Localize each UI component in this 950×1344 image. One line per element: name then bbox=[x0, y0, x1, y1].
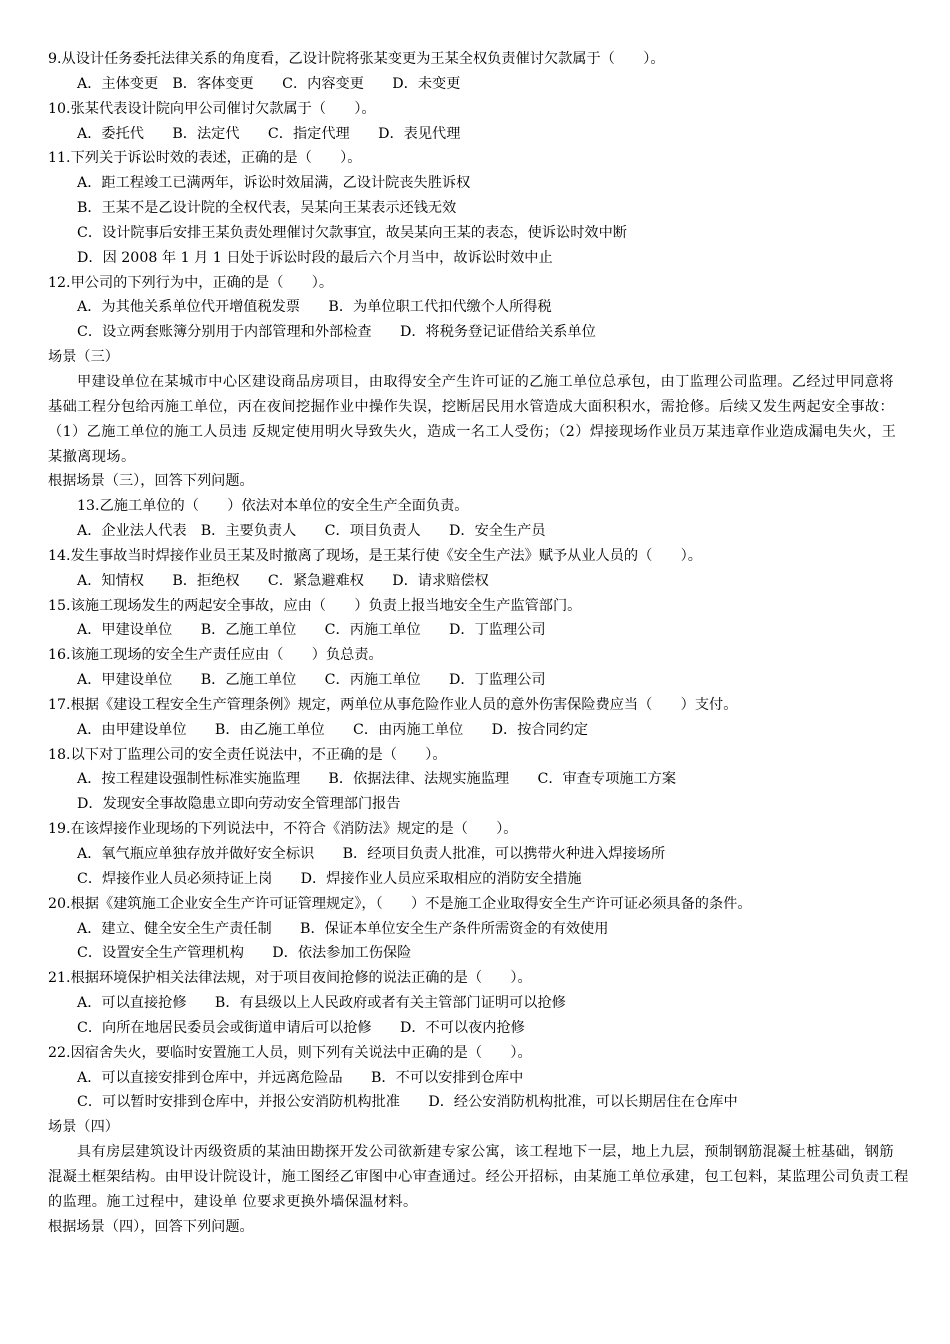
question-line: 18.以下对丁监理公司的安全责任说法中，不正确的是（ ）。 bbox=[48, 746, 447, 763]
answer-options: A．可以直接抢修 B．有县级以上人民政府或者有关主管部门证明可以抢修 bbox=[77, 995, 566, 1012]
answer-options: A．按工程建设强制性标准实施监理 B．依据法律、法规实施监理 C．审查专项施工方案 bbox=[77, 771, 677, 788]
question-line: 20.根据《建筑施工企业安全生产许可证管理规定》，（ ）不是施工企业取得安全生产许可证必须具备的条件。 bbox=[48, 895, 752, 912]
answer-options: A．氧气瓶应单独存放并做好安全标识 B．经项目负责人批准，可以携带火种进入焊接场所 bbox=[77, 846, 666, 862]
question-line: 10.张某代表设计院向甲公司催讨欠款属于（ ）。 bbox=[48, 100, 376, 117]
answer-options: D．因 2008 年 1 月 1 日处于诉讼时段的最后六个月当中，故诉讼时效中止 bbox=[77, 249, 553, 266]
answer-options: A．甲建设单位 B．乙施工单位 C．丙施工单位 D．丁监理公司 bbox=[77, 672, 546, 689]
question-line: 9.从设计任务委托法律关系的角度看，乙设计院将张某变更为王某全权负责催讨欠款属于（ ）。 bbox=[48, 51, 665, 67]
scenario-paragraph: 甲建设单位在某城市中心区建设商品房项目，由取得安全产生许可证的乙施工单位总承包，由丁监理公司监理。乙经过甲同意将 基础工程分包给丙施工单位，丙在夜间挖掘作业中操作失误，挖断居民用水管造成大面积积水，需抢修。后续又发生两起安全事故：（1）乙施工单位的施工人员违 反规定使用明火导致失火，造成一名工人受伤；（2）焊接现场作业员万某违章作业造成漏电失火，王某撤离现场。 bbox=[48, 373, 897, 465]
question-line: 场景（三） bbox=[48, 349, 119, 366]
question-line: 12.甲公司的下列行为中，正确的是（ ）。 bbox=[48, 274, 334, 291]
question-line: 21.根据环境保护相关法律法规，对于项目夜间抢修的说法正确的是（ ）。 bbox=[48, 970, 532, 987]
question-line: 22.因宿舍失火，要临时安置施工人员，则下列有关说法中正确的是（ ）。 bbox=[48, 1044, 532, 1061]
answer-options: A．距工程竣工已满两年，诉讼时效届满，乙设计院丧失胜诉权 bbox=[77, 175, 471, 192]
answer-options: A．由甲建设单位 B．由乙施工单位 C．由丙施工单位 D．按合同约定 bbox=[77, 721, 589, 738]
answer-options: C．焊接作业人员必须持证上岗 D．焊接作业人员应采取相应的消防安全措施 bbox=[77, 870, 582, 887]
question-line: 11.下列关于诉讼时效的表述，正确的是（ ）。 bbox=[48, 150, 362, 167]
answer-options: C．设立两套账簿分别用于内部管理和外部检查 D．将税务登记证借给关系单位 bbox=[77, 324, 596, 341]
answer-options: C．设计院事后安排王某负责处理催讨欠款事宜，故吴某向王某的表态，使诉讼时效中断 bbox=[77, 224, 627, 241]
question-line: 根据场景（三），回答下列问题。 bbox=[48, 473, 254, 490]
scenario-paragraph: 具有房层建筑设计丙级资质的某油田勘探开发公司欲新建专家公寓，该工程地下一层，地上九层，预制钢筋混凝土桩基础，钢筋 混凝土框架结构。由甲设计院设计，施工图经乙审图中心审查通过。经公开招标，由某施工单位承建，包工包料，某监理公司负责工程的监理。施工过程中，建设单 位要求更换外墙保温材料。 bbox=[48, 1144, 909, 1210]
answer-options: A．主体变更 B．客体变更 C．内容变更 D．未变更 bbox=[77, 75, 461, 92]
answer-options: C．设置安全生产管理机构 D．依法参加工伤保险 bbox=[77, 945, 412, 962]
question-line: 14.发生事故当时焊接作业员王某及时撤离了现场，是王某行使《安全生产法》赋予从业人员的（ ）。 bbox=[48, 547, 702, 564]
answer-options: A．可以直接安排到仓库中，并远离危险品 B．不可以安排到仓库中 bbox=[77, 1069, 524, 1086]
question-line: 根据场景（四），回答下列问题。 bbox=[48, 1218, 254, 1235]
answer-options: C．向所在地居民委员会或街道申请后可以抢修 D．不可以夜内抢修 bbox=[77, 1019, 525, 1036]
answer-options: C．可以暂时安排到仓库中，并报公安消防机构批准 D．经公安消防机构批准，可以长期居住在仓库中 bbox=[77, 1094, 738, 1111]
question-line: 16.该施工现场的安全生产责任应由（ ）负总责。 bbox=[48, 647, 383, 664]
answer-options: 13.乙施工单位的（ ）依法对本单位的安全生产全面负责。 bbox=[77, 498, 469, 515]
answer-options: D．发现安全事故隐患立即向劳动安全管理部门报告 bbox=[77, 796, 401, 813]
answer-options: A．甲建设单位 B．乙施工单位 C．丙施工单位 D．丁监理公司 bbox=[77, 622, 546, 639]
question-line: 19.在该焊接作业现场的下列说法中，不符合《消防法》规定的是（ ）。 bbox=[48, 821, 518, 838]
question-line: 场景（四） bbox=[48, 1119, 119, 1136]
question-line: 15.该施工现场发生的两起安全事故，应由（ ）负责上报当地安全生产监管部门。 bbox=[48, 597, 582, 614]
answer-options: B．王某不是乙设计院的全权代表，吴某向王某表示还钱无效 bbox=[77, 200, 457, 217]
question-line: 17.根据《建设工程安全生产管理条例》规定，两单位从事危险作业人员的意外伤害保险费应当（ ）支付。 bbox=[48, 696, 738, 713]
exam-document bbox=[48, 47, 910, 1240]
answer-options: A．知情权 B．拒绝权 C．紧急避难权 D．请求赔偿权 bbox=[77, 572, 489, 589]
answer-options: A．建立、健全安全生产责任制 B．保证本单位安全生产条件所需资金的有效使用 bbox=[77, 920, 609, 937]
answer-options: A．为其他关系单位代开增值税发票 B．为单位职工代扣代缴个人所得税 bbox=[77, 299, 552, 316]
answer-options: A．委托代 B．法定代 C．指定代理 D．表见代理 bbox=[77, 125, 461, 142]
answer-options: A．企业法人代表 B．主要负责人 C．项目负责人 D．安全生产员 bbox=[77, 523, 546, 540]
